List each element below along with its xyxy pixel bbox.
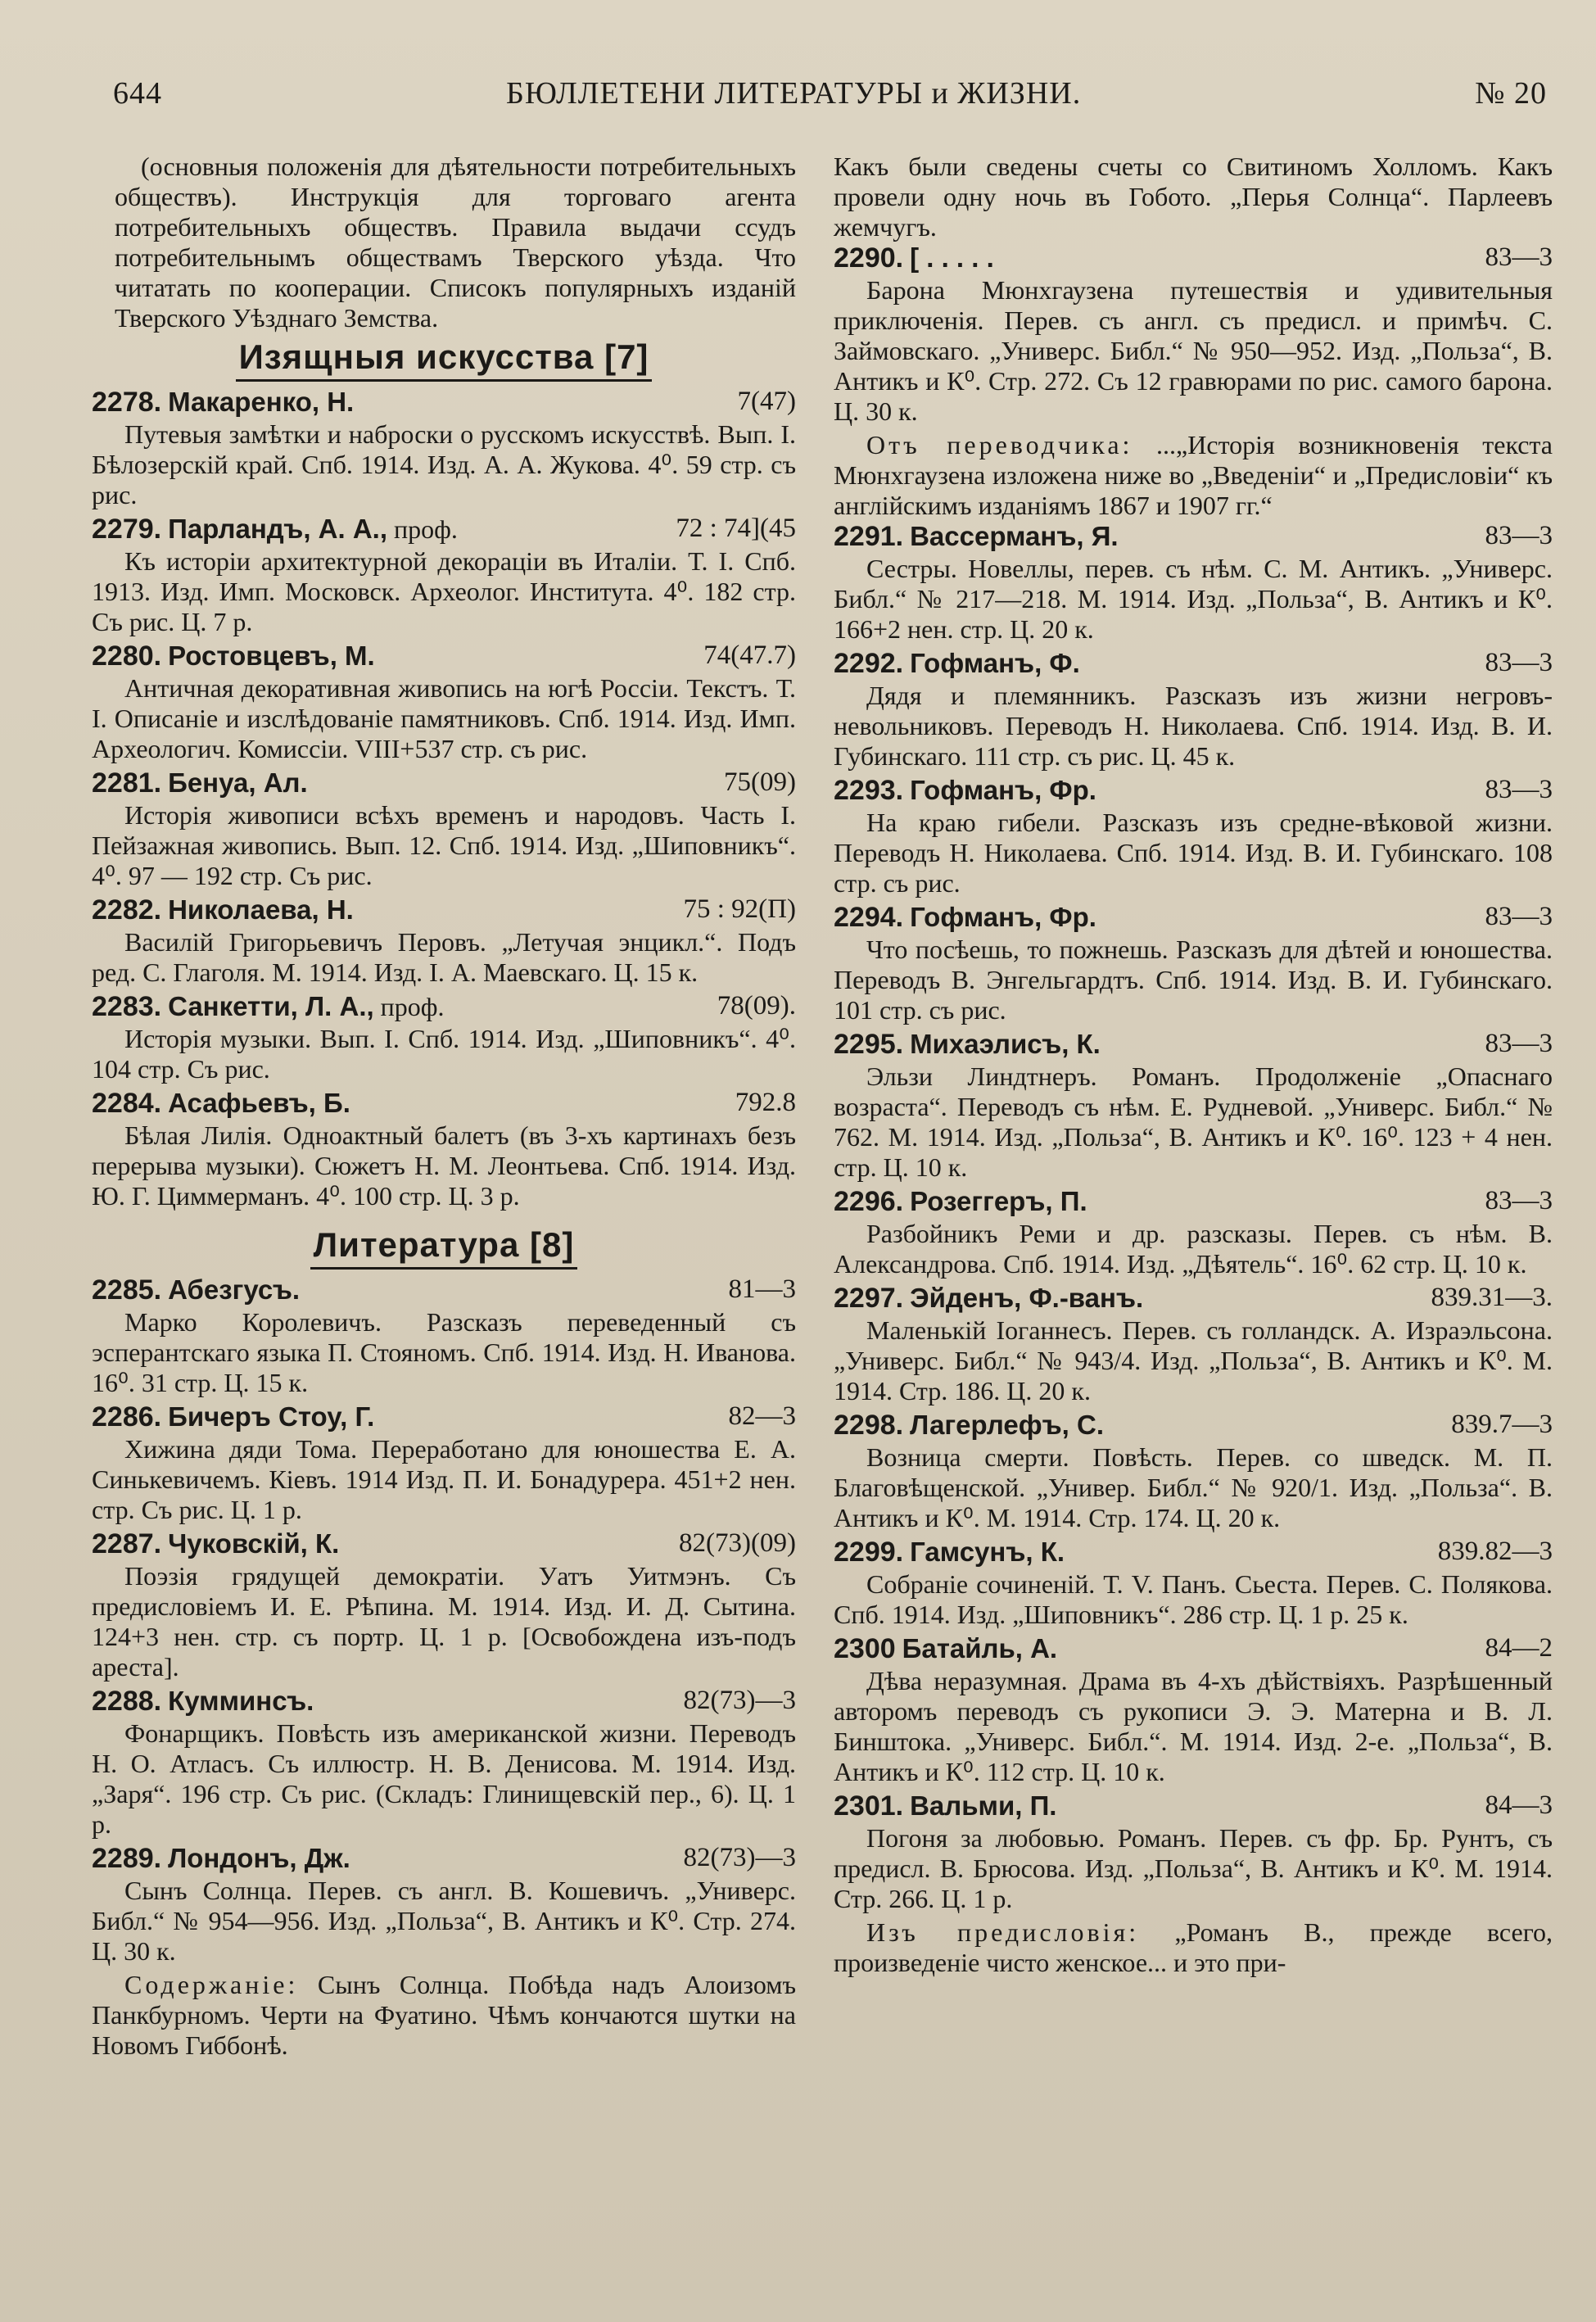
- entry-author: Батайль, А.: [902, 1633, 1058, 1663]
- section-title: Литература [8]: [310, 1225, 578, 1270]
- catalog-entry: [834, 1186, 1553, 1279]
- preface-text: „Романъ В., прежде всего, произведеніе чисто женское... и это при-: [834, 1917, 1553, 1977]
- entry-classification: 83—3: [1485, 1186, 1553, 1215]
- entry-heading: [92, 1274, 796, 1307]
- entry-author: Гамсунъ, К.: [910, 1537, 1065, 1567]
- entry-number: 2299.: [834, 1537, 904, 1568]
- entry-number: 2285.: [92, 1274, 162, 1306]
- entry-heading: [834, 521, 1553, 554]
- entry-description: Дядя и племянникъ. Разсказъ изъ жизни негровъ-невольниковъ. Переводъ Н. Николаева. Спб. 1914. Изд. В. И. Губинскаго. 111 стр. съ рис. Ц. 45 к.: [834, 681, 1553, 771]
- contents-label: Содержаніе:: [124, 1970, 299, 1999]
- catalog-entry: [92, 1274, 796, 1398]
- catalog-entry: [92, 1088, 796, 1211]
- entry-author: Розеггеръ, П.: [910, 1186, 1087, 1216]
- entry-number: 2291.: [834, 521, 904, 552]
- entry-heading: [834, 1029, 1553, 1061]
- entry-heading: [834, 1410, 1553, 1442]
- intro-paragraph: (основныя положенія для дѣятельности потребительныхъ обществъ). Инструкція для торговаго агента потребительныхъ обществъ. Правила выдачи ссудъ потребительнымъ обществамъ Тверского уѣзда. Что читатать по кооперации. Списокъ популярныхъ изданій Тверского Уѣзднаго Земства.: [115, 152, 796, 333]
- entry-author: Абезгусъ.: [168, 1274, 301, 1305]
- entry-classification: 83—3: [1485, 902, 1553, 931]
- entry-classification: 84—2: [1485, 1633, 1553, 1663]
- entry-heading: [834, 1537, 1553, 1569]
- entry-classification: 839.82—3: [1437, 1537, 1553, 1566]
- entry-description: Что посѣешь, то пожнешь. Разсказъ для дѣтей и юношества. Переводъ В. Энгельгардтъ. Спб. 1914. Изд. В. И. Губинскаго. 101 стр. съ рис.: [834, 935, 1553, 1025]
- entry-author-title: проф.: [394, 514, 458, 544]
- translator-note: [834, 430, 1553, 521]
- entry-author: Бенуа, Ал.: [168, 767, 308, 798]
- catalog-entry: [834, 902, 1553, 1025]
- entry-description: Сынъ Солнца. Перев. съ англ. В. Кошевичъ. „Универс. Библ.“ № 954—956. Изд. „Польза“, В. Антикъ и К⁰. Стр. 274. Ц. 30 к.: [92, 1876, 796, 1966]
- entry-number: 2294.: [834, 902, 904, 933]
- entry-heading: [92, 640, 796, 673]
- entry-author: [ . . . . .: [910, 242, 994, 273]
- entry-heading: [834, 1283, 1553, 1315]
- entry-heading: [834, 648, 1553, 681]
- entry-heading: [92, 1528, 796, 1561]
- left-column: [92, 152, 796, 2061]
- entry-description: Поэзія грядущей демократіи. Уатъ Уитмэнъ. Съ предисловіемъ И. Е. Рѣпина. М. 1914. Изд. И. Д. Сытина. 124+3 нен. стр. съ портр. Ц. 1 р. [Освобождена изъ-подъ ареста].: [92, 1561, 796, 1682]
- catalog-entry: [834, 1633, 1553, 1787]
- entry-description: Собраніе сочиненій. Т. V. Панъ. Сьеста. Перев. С. Полякова. Спб. 1914. Изд. „Шиповникъ“. 286 стр. Ц. 1 р. 25 к.: [834, 1569, 1553, 1629]
- entry-description: Исторія музыки. Вып. I. Спб. 1914. Изд. „Шиповникъ“. 4⁰. 104 стр. Съ рис.: [92, 1024, 796, 1084]
- entry-classification: 82(73)—3: [683, 1843, 796, 1872]
- entry-author: Ростовцевъ, М.: [168, 640, 375, 671]
- entry-number: 2301.: [834, 1790, 904, 1822]
- entry-author: Вассерманъ, Я.: [910, 521, 1119, 551]
- entry-classification: 83—3: [1485, 648, 1553, 677]
- entry-heading: [92, 1088, 796, 1120]
- catalog-entry: [92, 1686, 796, 1840]
- entry-number: 2278.: [92, 387, 162, 418]
- catalog-entry: [92, 991, 796, 1084]
- entry-author-title: проф.: [380, 992, 445, 1021]
- journal-title: БЮЛЛЕТЕНИ ЛИТЕРАТУРЫ и ЖИЗНИ.: [506, 76, 1082, 111]
- entry-description: Бѣлая Лилія. Одноактный балетъ (въ 3-хъ картинахъ безъ перерыва музыки). Сюжетъ Н. М. Леонтьева. Спб. 1914. Изд. Ю. Г. Циммерманъ. 4⁰. 100 стр. Ц. 3 р.: [92, 1120, 796, 1211]
- translator-text: ...„Исторія возникновенія текста Мюнхгаузена изложена ниже во „Введеніи“ и „Предисловіи“ къ англійскимъ изданіямъ 1867 и 1907 гг.“: [834, 430, 1553, 520]
- entry-classification: 81—3: [728, 1274, 796, 1304]
- entry-description: Маленькій Іоганнесъ. Перев. съ голландск. А. Израэльсона. „Универс. Библ.“ № 943/4. Изд. „Польза“, В. Антикъ и К⁰. М. 1914. Стр. 186. Ц. 20 к.: [834, 1315, 1553, 1405]
- entry-author: Гофманъ, Ф.: [910, 648, 1080, 678]
- entry-author: Гофманъ, Фр.: [910, 775, 1096, 805]
- entry-description: На краю гибели. Разсказъ изъ средне-вѣковой жизни. Переводъ Н. Николаева. Спб. 1914. Изд. В. И. Губинскаго. 108 стр. съ рис.: [834, 808, 1553, 898]
- entry-number: 2290.: [834, 242, 904, 274]
- catalog-entry: [92, 767, 796, 891]
- entry-number: 2292.: [834, 648, 904, 679]
- entry-author: Бичеръ Стоу, Г.: [168, 1401, 375, 1432]
- entry-heading: [834, 775, 1553, 808]
- entry-description: Античная декоративная живопись на югѣ Россіи. Текстъ. Т. I. Описаніе и изслѣдованіе памятниковъ. Спб. 1914. Изд. Имп. Археологич. Комиссіи. VIII+537 стр. съ рис.: [92, 673, 796, 763]
- section-heading-literature: [92, 1225, 796, 1264]
- entry-classification: 839.7—3: [1451, 1410, 1553, 1439]
- entry-classification: 83—3: [1485, 1029, 1553, 1058]
- catalog-entry: [92, 1528, 796, 1682]
- catalog-entry: [92, 514, 796, 637]
- catalog-entry: [834, 1410, 1553, 1533]
- issue-number: № 20: [1475, 76, 1547, 111]
- entry-description: Исторія живописи всѣхъ временъ и народовъ. Часть I. Пейзажная живопись. Вып. 12. Спб. 1914. Изд. „Шиповникъ“. 4⁰. 97 — 192 стр. Съ рис.: [92, 800, 796, 890]
- entry-heading: [834, 242, 1553, 275]
- entry-number: 2300: [834, 1633, 896, 1664]
- entry-classification: 839.31—3.: [1431, 1283, 1553, 1312]
- entry-number: 2279.: [92, 514, 162, 545]
- catalog-entry: [834, 1537, 1553, 1630]
- entry-classification: 82—3: [728, 1401, 796, 1431]
- entry-description: Разбойникъ Реми и др. разсказы. Перев. съ нѣм. В. Александрова. Спб. 1914. Изд. „Дѣятель“. 16⁰. 62 стр. Ц. 10 к.: [834, 1219, 1553, 1279]
- entry-heading: [834, 1790, 1553, 1823]
- entry-heading: [92, 387, 796, 419]
- entry-description: Марко Королевичъ. Разсказъ переведенный съ эсперантскаго языка П. Стояномъ. Спб. 1914. Изд. Н. Иванова. 16⁰. 31 стр. Ц. 15 к.: [92, 1307, 796, 1397]
- contents-text: Сынъ Солнца. Побѣда надъ Алоизомъ Панкбурномъ. Черти на Фуатино. Чѣмъ кончаются шутки на Новомъ Гиббонѣ.: [92, 1970, 797, 2060]
- entry-number: 2283.: [92, 991, 162, 1022]
- catalog-entry: [834, 648, 1553, 772]
- entry-classification: 83—3: [1485, 521, 1553, 550]
- entry-heading: [92, 894, 796, 927]
- entry-heading: [834, 902, 1553, 935]
- entry-number: 2282.: [92, 894, 162, 926]
- catalog-entry: [92, 1401, 796, 1525]
- entry-description: Погоня за любовью. Романъ. Перев. съ фр. Бр. Рунтъ, съ предисл. В. Брюсова. Изд. „Польза“, В. Антикъ и К⁰. М. 1914. Стр. 266. Ц. 1 р.: [834, 1823, 1553, 1913]
- preface-note: [834, 1917, 1553, 1978]
- right-column: [834, 152, 1553, 1978]
- entry-classification: 82(73)(09): [679, 1528, 796, 1558]
- entry-author: Чуковскій, К.: [168, 1528, 340, 1559]
- entry-number: 2296.: [834, 1186, 904, 1217]
- catalog-entry: [92, 894, 796, 988]
- entry-number: 2289.: [92, 1843, 162, 1874]
- entry-heading: [834, 1186, 1553, 1219]
- entry-description: Барона Мюнхгаузена путешествія и удивительныя приключенія. Перев. съ англ. съ предисл. и примѣч. С. Займовскаго. „Универс. Библ.“ № 950—952. Изд. „Польза“, В. Антикъ и К⁰. Стр. 272. Съ 12 гравюрами по рис. самого барона. Ц. 30 к.: [834, 275, 1553, 426]
- entry-number: 2288.: [92, 1686, 162, 1717]
- entry-description: Эльзи Линдтнеръ. Романъ. Продолженіе „Опаснаго возраста“. Переводъ съ нѣм. Е. Рудневой. „Универс. Библ.“ № 762. М. 1914. Изд. „Польза“, В. Антикъ и К⁰. 16⁰. 123 + 4 нен. стр. Ц. 10 к.: [834, 1061, 1553, 1182]
- entry-classification: 84—3: [1485, 1790, 1553, 1820]
- literature-list: [92, 1274, 796, 1967]
- entry-author: Вальми, П.: [910, 1790, 1057, 1821]
- entry-author: Михаэлисъ, К.: [910, 1029, 1101, 1059]
- catalog-entry: [834, 521, 1553, 645]
- entry-classification: 83—3: [1485, 775, 1553, 804]
- entry-classification: 74(47.7): [703, 640, 796, 670]
- translator-label: Отъ переводчика:: [866, 430, 1133, 459]
- entry-author: Лондонъ, Дж.: [168, 1843, 350, 1873]
- entry-number: 2286.: [92, 1401, 162, 1433]
- entry-classification: 83—3: [1485, 242, 1553, 272]
- catalog-entry: [92, 387, 796, 510]
- entry-description: Василій Григорьевичъ Перовъ. „Летучая энцикл.“. Подъ ред. С. Глаголя. М. 1914. Изд. I. А. Маевскаго. Ц. 15 к.: [92, 927, 796, 987]
- entry-classification: 75 : 92(П): [683, 894, 796, 924]
- entry-author: Гофманъ, Фр.: [910, 902, 1096, 932]
- entry-number: 2281.: [92, 767, 162, 799]
- entry-classification: 75(09): [724, 767, 796, 797]
- entry-heading: [92, 1686, 796, 1718]
- entry-author: Макаренко, Н.: [168, 387, 355, 417]
- entry-number: 2298.: [834, 1410, 904, 1441]
- entry-classification: 78(09).: [717, 991, 796, 1021]
- entry-number: 2293.: [834, 775, 904, 806]
- entry-number: 2297.: [834, 1283, 904, 1314]
- entry-heading: [92, 991, 796, 1024]
- page-number: 644: [113, 76, 162, 111]
- catalog-entry: [834, 775, 1553, 898]
- catalog-entry: [834, 242, 1553, 427]
- entry-number: 2284.: [92, 1088, 162, 1119]
- entry-author: Асафьевъ, Б.: [168, 1088, 350, 1118]
- section-title: Изящныя искусства [7]: [236, 337, 653, 382]
- literature-list-continued-b: [834, 521, 1553, 1914]
- entry-classification: 82(73)—3: [683, 1686, 796, 1715]
- literature-list-continued: [834, 242, 1553, 427]
- catalog-entry: [92, 1843, 796, 1967]
- running-header: [113, 75, 1547, 116]
- entry-description: Къ исторіи архитектурной декораціи въ Италіи. Т. I. Спб. 1913. Изд. Имп. Московск. Археолог. Института. 4⁰. 182 стр. Съ рис. Ц. 7 р.: [92, 546, 796, 636]
- section-heading-fine-arts: [92, 337, 796, 376]
- contents-note: [92, 1970, 796, 2061]
- entry-heading: [92, 514, 796, 546]
- entry-classification: 72 : 74](45: [676, 514, 796, 543]
- entry-author: Парландъ, А. А.,: [168, 514, 387, 544]
- entry-classification: 792.8: [735, 1088, 796, 1117]
- entry-heading: [92, 1401, 796, 1434]
- entry-description: Хижина дяди Тома. Переработано для юношества Е. А. Синькевичемъ. Кіевъ. 1914 Изд. П. И. Бонадурера. 451+2 нен. стр. Съ рис. Ц. 1 р.: [92, 1434, 796, 1524]
- entry-author: Николаева, Н.: [168, 894, 354, 925]
- entry-number: 2280.: [92, 640, 162, 672]
- catalog-entry: [834, 1029, 1553, 1183]
- preface-label: Изъ предисловія:: [866, 1917, 1140, 1947]
- entry-heading: [92, 1843, 796, 1876]
- entry-description: Путевыя замѣтки и наброски о русскомъ искусствѣ. Вып. I. Бѣлозерскій край. Спб. 1914. Изд. А. А. Жукова. 4⁰. 59 стр. съ рис.: [92, 419, 796, 509]
- entry-author: Лагерлефъ, С.: [910, 1410, 1105, 1440]
- catalog-entry: [834, 1283, 1553, 1406]
- entry-author: Кумминсъ.: [168, 1686, 314, 1716]
- entry-number: 2287.: [92, 1528, 162, 1559]
- entry-author: Санкетти, Л. А.,: [168, 991, 374, 1021]
- entry-classification: 7(47): [737, 387, 796, 416]
- entry-description: Возница смерти. Повѣсть. Перев. со шведск. М. П. Благовѣщенской. „Универ. Библ.“ № 920/1. Изд. „Польза“. В. Антикъ и К⁰. М. 1914. Стр. 174. Ц. 20 к.: [834, 1442, 1553, 1532]
- entry-heading: [92, 767, 796, 800]
- continuation-text: Какъ были сведены счеты со Свитиномъ Холломъ. Какъ провели одну ночь въ Гобото. „Перья Солнца“. Парлеевъ жемчугъ.: [834, 152, 1553, 242]
- entry-heading: [834, 1633, 1553, 1666]
- entry-description: Фонарщикъ. Повѣсть изъ американской жизни. Переводъ Н. О. Атласъ. Съ иллюстр. Н. В. Денисова. М. 1914. Изд. „Заря“. 196 стр. Съ рис. (Складъ: Глинищевскій пер., 6). Ц. 1 р.: [92, 1718, 796, 1839]
- entry-description: Сестры. Новеллы, перев. съ нѣм. С. М. Антикъ. „Универс. Библ.“ № 217—218. М. 1914. Изд. „Польза“, В. Антикъ и К⁰. 166+2 нен. стр. Ц. 20 к.: [834, 554, 1553, 644]
- catalog-entry: [92, 640, 796, 764]
- entry-number: 2295.: [834, 1029, 904, 1060]
- fine-arts-list: [92, 387, 796, 1211]
- catalog-entry: [834, 1790, 1553, 1914]
- entry-description: Дѣва неразумная. Драма въ 4-хъ дѣйствіяхъ. Разрѣшенный авторомъ переводъ съ рукописи Э. Э. Матерна и В. Л. Бинштока. „Универс. Библ.“. М. 1914. Изд. 2-е. „Польза“, В. Антикъ и К⁰. 112 стр. Ц. 10 к.: [834, 1666, 1553, 1786]
- entry-author: Эйденъ, Ф.-ванъ.: [910, 1283, 1144, 1313]
